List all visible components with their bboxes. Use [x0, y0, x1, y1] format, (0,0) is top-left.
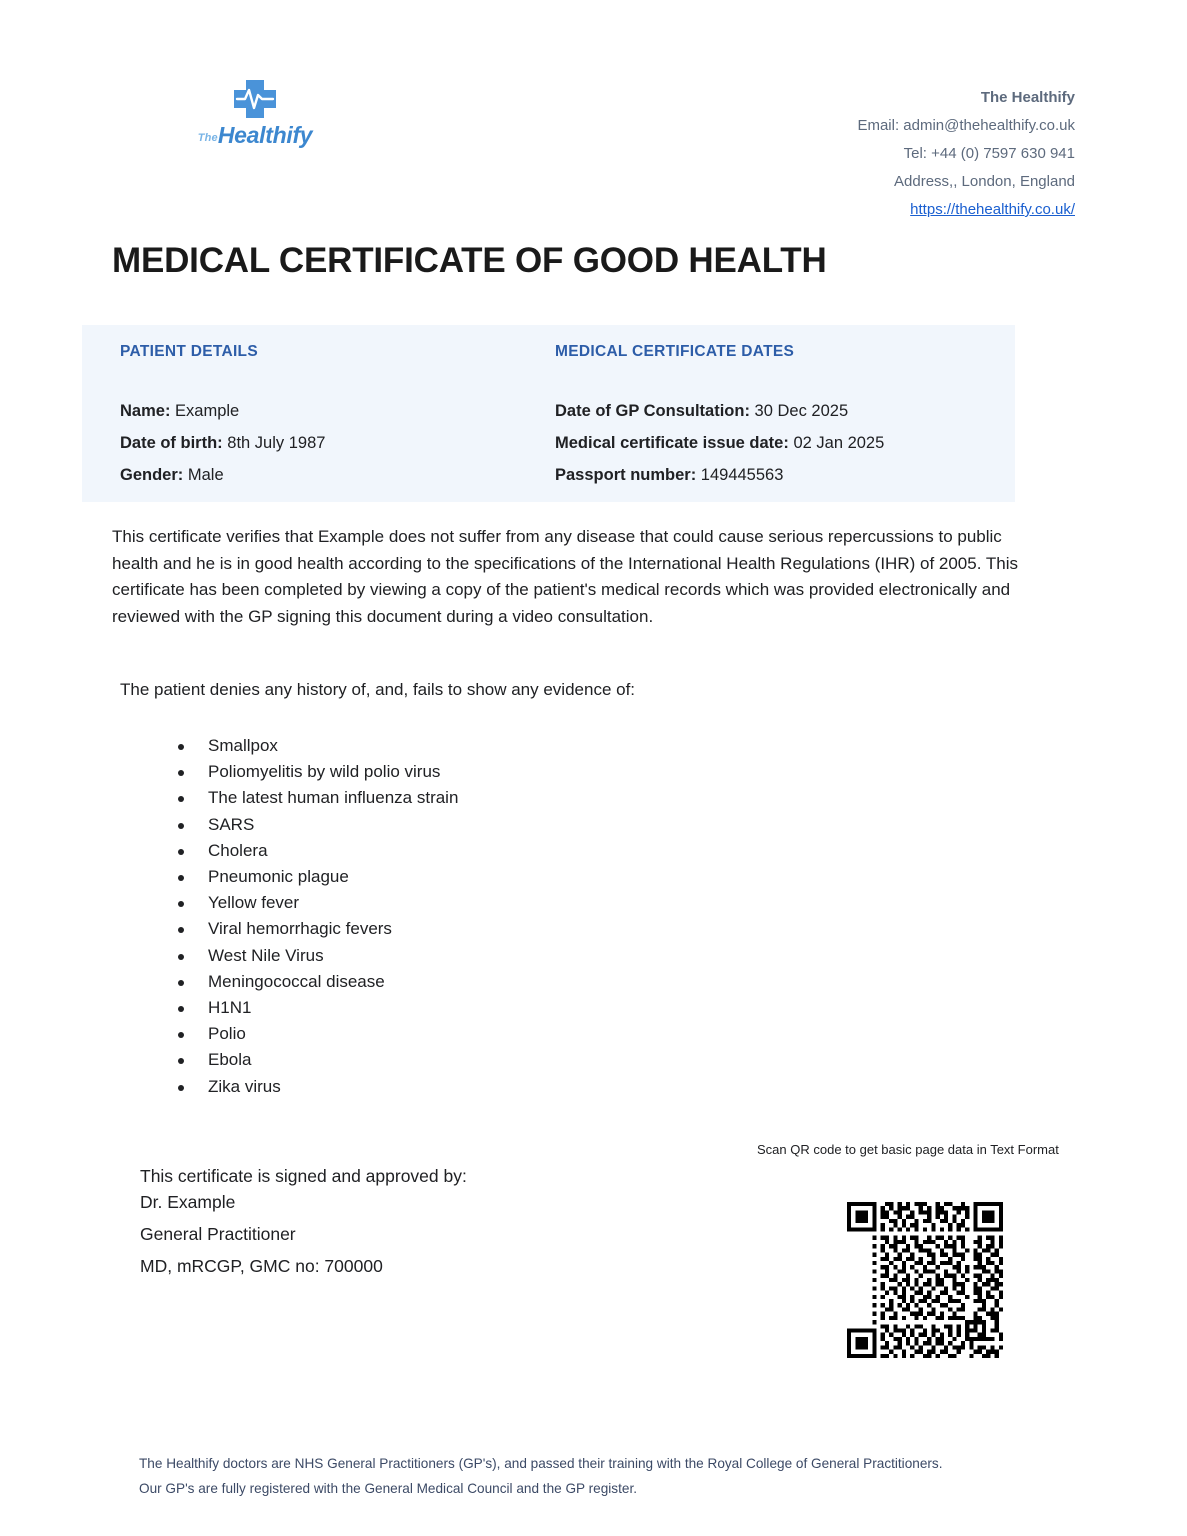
list-item: Meningococcal disease: [170, 969, 770, 995]
contact-company: The Healthify: [980, 89, 1075, 106]
patient-gender-label: Gender:: [120, 466, 184, 484]
list-item: Yellow fever: [170, 890, 770, 916]
list-item: Pneumonic plague: [170, 864, 770, 890]
list-item: Poliomyelitis by wild polio virus: [170, 759, 770, 785]
qr-code-graphic: [847, 1202, 1003, 1358]
consultation-date-label: Date of GP Consultation:: [555, 402, 750, 420]
list-item: H1N1: [170, 995, 770, 1021]
contact-details: [857, 84, 1075, 224]
list-item: The latest human influenza strain: [170, 785, 770, 811]
list-item: Viral hemorrhagic fevers: [170, 916, 770, 942]
details-panel: [82, 325, 1015, 502]
signature-intro: This certificate is signed and approved by:: [140, 1166, 467, 1186]
brand-wordmark: [140, 124, 370, 147]
issue-date-value: 02 Jan 2025: [793, 434, 885, 452]
patient-dob-label: Date of birth:: [120, 434, 223, 452]
list-item: Zika virus: [170, 1074, 770, 1100]
signature-role: General Practitioner: [140, 1224, 296, 1244]
signature-credentials: MD, mRCGP, GMC no: 700000: [140, 1256, 383, 1276]
qr-caption: Scan QR code to get basic page data in Text Format: [757, 1142, 1059, 1157]
list-item: West Nile Virus: [170, 943, 770, 969]
issue-date-label: Medical certificate issue date:: [555, 434, 789, 452]
patient-details-column: [120, 343, 325, 491]
document-header: [0, 70, 1187, 240]
list-item: Cholera: [170, 838, 770, 864]
patient-name-value: Example: [175, 402, 240, 420]
patient-details-heading: PATIENT DETAILS: [120, 343, 258, 360]
statement-part2: does not suffer from any disease that could cause serious repercussions to public health and he is in good health according to the specifications of the International Health Regulations (IHR) of 2005. This certificate has been completed by viewing a copy of the patient's medical records which was provided electronically and reviewed with the GP signing this document during a video consultation.: [112, 527, 1018, 626]
contact-address: Address,, London, England: [894, 173, 1075, 190]
certificate-statement: [112, 524, 1027, 630]
certificate-dates-heading: MEDICAL CERTIFICATE DATES: [555, 343, 795, 360]
disease-list: [170, 733, 770, 1100]
patient-dob-value: 8th July 1987: [227, 434, 326, 452]
contact-website-link[interactable]: https://thehealthify.co.uk/: [910, 201, 1075, 218]
footer-line-2: Our GP's are fully registered with the General Medical Council and the GP register.: [139, 1481, 637, 1496]
page-title: MEDICAL CERTIFICATE OF GOOD HEALTH: [112, 241, 827, 280]
contact-tel: Tel: +44 (0) 7597 630 941: [903, 145, 1075, 162]
document-footer: [139, 1451, 1099, 1501]
patient-row-name: [120, 395, 325, 427]
passport-number-label: Passport number:: [555, 466, 697, 484]
dates-row-issue: [555, 427, 884, 459]
dates-row-passport: [555, 459, 884, 491]
brand-logo: [140, 78, 370, 147]
signature-block: [140, 1163, 640, 1279]
list-item: Smallpox: [170, 733, 770, 759]
medical-cross-ecg-icon: [232, 78, 278, 120]
brand-the: The: [197, 132, 218, 144]
contact-email: Email: admin@thehealthify.co.uk: [857, 117, 1075, 134]
list-item: SARS: [170, 812, 770, 838]
dates-row-consultation: [555, 395, 884, 427]
consultation-date-value: 30 Dec 2025: [754, 402, 849, 420]
patient-row-gender: [120, 459, 325, 491]
disease-list-intro: The patient denies any history of, and, fails to show any evidence of:: [120, 680, 636, 699]
certificate-dates-column: [555, 343, 884, 491]
qr-code-icon[interactable]: [847, 1202, 1003, 1358]
patient-gender-value: Male: [187, 466, 224, 484]
list-item: Polio: [170, 1021, 770, 1047]
patient-row-dob: [120, 427, 325, 459]
list-item: Ebola: [170, 1047, 770, 1073]
statement-patient-name: Example: [317, 527, 385, 546]
passport-number-value: 149445563: [700, 466, 784, 484]
signature-doctor-name: Dr. Example: [140, 1192, 236, 1212]
footer-line-1: The Healthify doctors are NHS General Practitioners (GP's), and passed their training with the Royal College of General Practitioners.: [139, 1456, 943, 1471]
patient-name-label: Name:: [120, 402, 171, 420]
statement-part1: This certificate verifies that: [112, 527, 318, 546]
brand-name: Healthify: [217, 122, 313, 148]
